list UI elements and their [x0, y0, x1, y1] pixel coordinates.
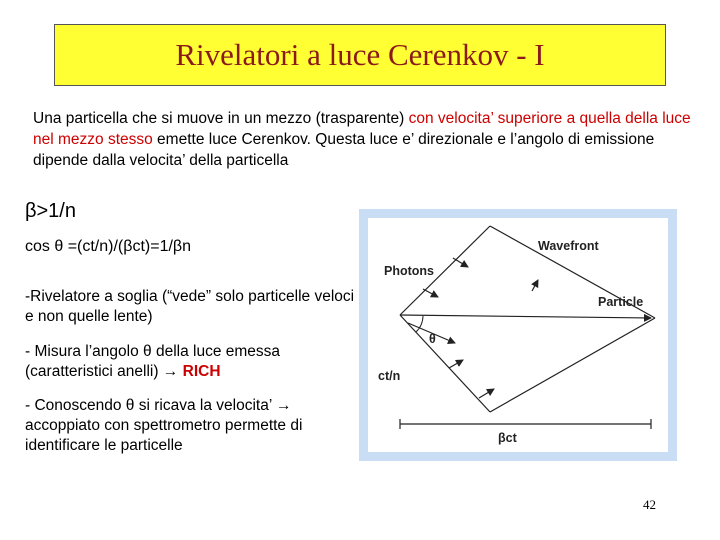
diagram-background — [368, 218, 668, 452]
photons-label: Photons — [384, 264, 434, 278]
intro-paragraph — [33, 108, 705, 171]
bullet-threshold — [25, 287, 355, 327]
bullet-rich-text: - Misura l’angolo θ della luce emessa (caratteristici anelli) → — [25, 343, 281, 380]
title-banner — [54, 24, 666, 86]
bullet-threshold-text: -Rivelatore a soglia — [25, 288, 162, 305]
intro-text-highlight: con velocita’ superiore a quella della luce nel mezzo stesso — [33, 110, 691, 148]
angle-formula: cos θ =(ct/n)/(βct)=1/βn — [25, 238, 192, 255]
beta-ct-label: βct — [498, 431, 517, 445]
intro-text-2: emette luce Cerenkov. Questa luce e’ direzionale e l’angolo di emissione dipende dalla velocita’ della particella — [33, 131, 655, 169]
bullet-velocity: - Conoscendo θ si ricava la velocita’ → accoppiato con spettrometro permette di identificare le particelle — [25, 397, 303, 454]
bullet-rich-highlight: RICH — [182, 363, 221, 380]
particle-label: Particle — [598, 295, 644, 309]
cerenkov-diagram-svg — [368, 218, 668, 452]
intro-text-1: Una particella che si muove in un mezzo (trasparente) — [33, 110, 409, 127]
theta-label: θ — [429, 332, 436, 346]
ct-over-n-label: ct/n — [378, 369, 401, 383]
bullet-threshold-highlight: (“vede” solo particelle veloci e non quelle lente) — [25, 288, 355, 325]
threshold-formula: β>1/n — [25, 200, 76, 222]
page-number: 42 — [643, 497, 656, 512]
wavefront-label: Wavefront — [538, 239, 599, 253]
slide-title: Rivelatori a luce Cerenkov - I — [175, 37, 545, 72]
cerenkov-diagram — [359, 209, 677, 461]
bullet-rich — [25, 342, 355, 382]
